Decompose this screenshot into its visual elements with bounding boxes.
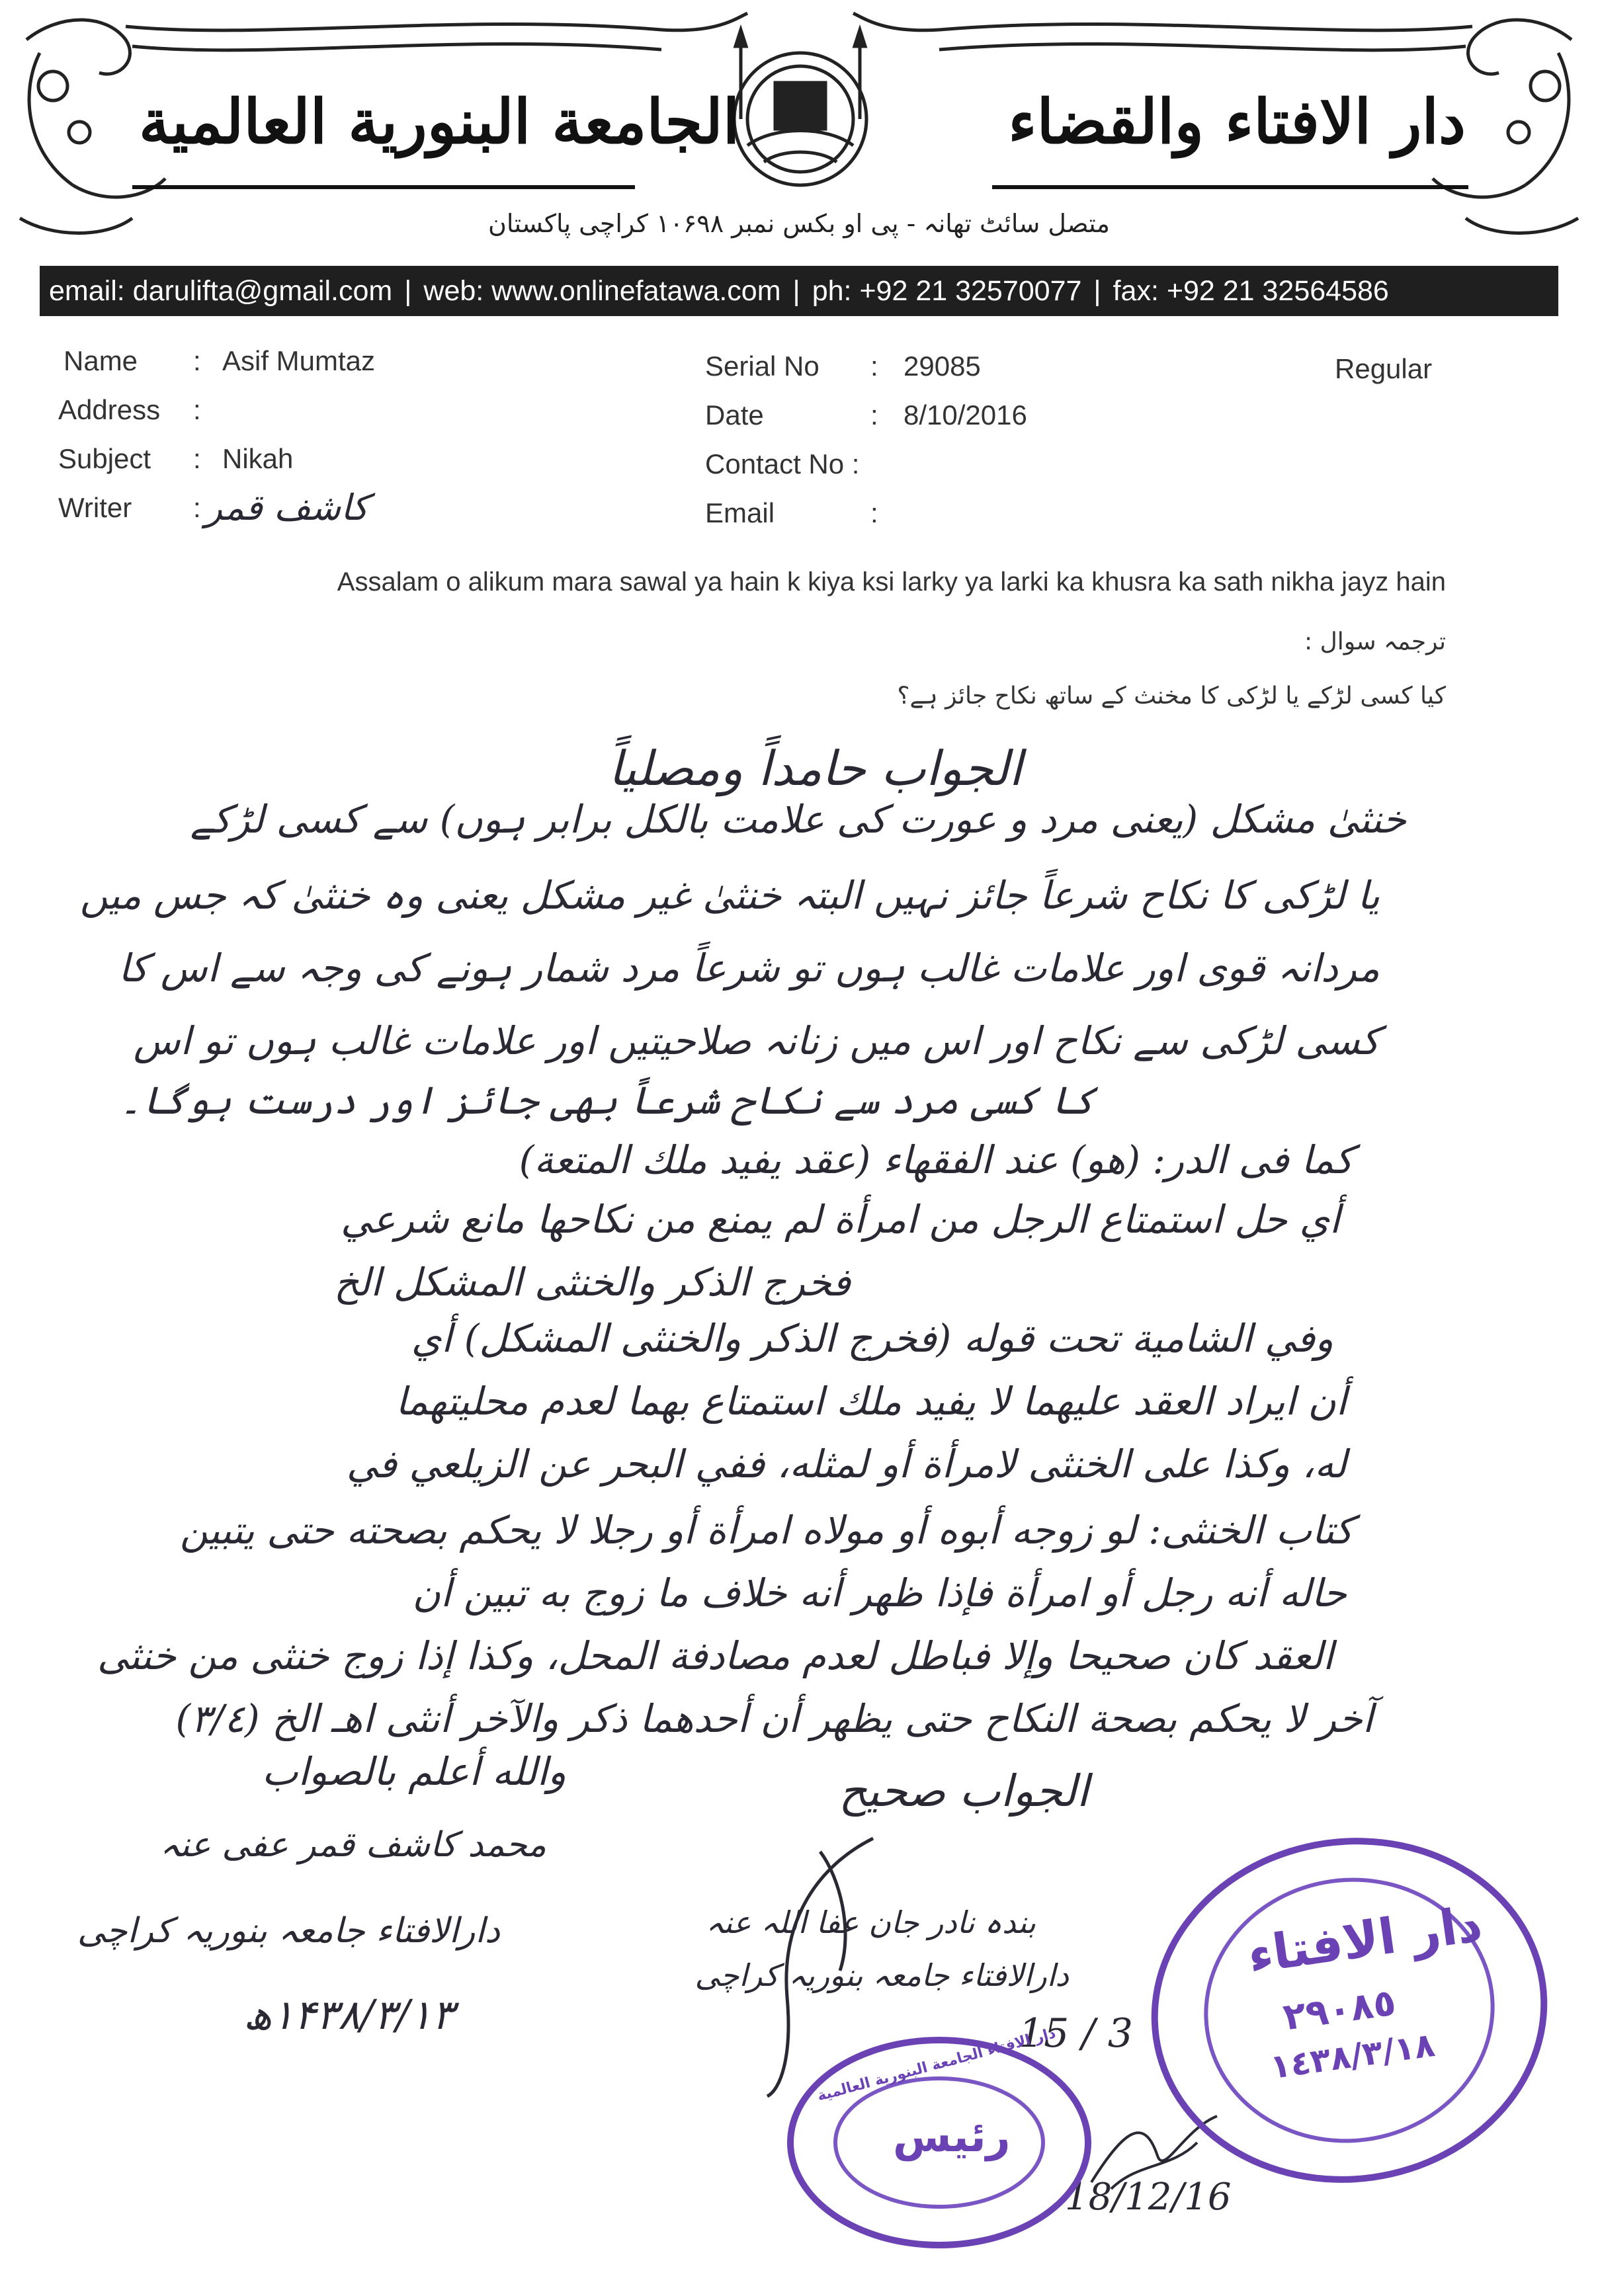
answer-line-5: کا کسی مرد سے نکاح شرعاً بھی جائز اور درست ہوگا۔ [119, 1078, 1095, 1123]
writer-signature: محمد کاشف قمر عفی عنہ [159, 1825, 546, 1865]
contact-email: email: darulifta@gmail.com [49, 275, 393, 307]
answer-line-8: فخرج الذكر والخنثى المشكل الخ [333, 1260, 851, 1305]
name-label: Name [63, 345, 138, 376]
answer-line-11: له، وكذا على الخنثى لامرأة أو لمثله، ففي البحر عن الزيلعي في [346, 1442, 1347, 1487]
question-text: Assalam o alikum mara sawal ya hain k kiya ksi larky ya larki ka khusra ka sath nikha jayz hain [337, 567, 1446, 596]
writer-hijri-date: ۱۴۳۸/۳/۱۳ھ [243, 1990, 454, 2039]
answer-line-12: كتاب الخنثى: لو زوجه أبوه أو مولاه امرأة أو رجلا لا يحكم بصحته حتى يتبين [180, 1508, 1353, 1553]
title-left-underline [132, 185, 635, 189]
answer-heading: الجواب حامداً ومصلیاً [609, 741, 1023, 796]
stamp-raees-ring-text: دار الافتاء الجامعة البنورية العالمية [816, 2025, 1058, 2105]
subject-label: Subject [58, 443, 151, 474]
raees-seal-stamp [787, 2025, 1091, 2248]
stamp-seal-serial: ٢٩٠٨٥ [1281, 1981, 1399, 2039]
verifier-date: 15 / 3 [1019, 2010, 1133, 2057]
address-label: Address [58, 394, 161, 425]
writer-colon: : [193, 492, 201, 523]
answer-line-4: کسی لڑکی سے نکاح اور اس میں زنانہ صلاحیتیں اور علامات غالب ہوں تو اس [133, 1018, 1380, 1063]
date-value: 8/10/2016 [904, 399, 1027, 430]
bottom-gregorian-date: 18/12/16 [1065, 2176, 1232, 2219]
verifier-department: دارالافتاء جامعہ بنوریہ کراچی [694, 1957, 1069, 1993]
stamp-seal-title: دار الافتاء [1244, 1895, 1486, 1985]
verifier-name: بندہ نادر جان عفا اللہ عنہ [706, 1905, 1036, 1940]
answer-line-9: وفي الشامية تحت قوله (فخرج الذكر والخنثى المشكل) أي [411, 1316, 1333, 1361]
answer-line-3: مردانہ قوی اور علامات غالب ہوں تو شرعاً مرد شمار ہونے کی وجہ سے اس کا [118, 946, 1380, 991]
contact-phone: ph: +92 21 32570077 [812, 275, 1082, 307]
answer-line-1: خنثیٰ مشکل (یعنی مرد و عورت کی علامت بالکل برابر ہوں) سے کسی لڑکے [190, 797, 1406, 842]
stamp-raees-label: رئیس [893, 2113, 1011, 2162]
letterhead-address: متصل سائٹ تھانہ - پی او بکس نمبر ۱۰۶۹۸ کراچی پاکستان [488, 209, 1110, 238]
answer-line-15: آخر لا يحكم بصحة النكاح حتى يظهر أن أحدهما ذكر والآخر أنثى اهـ الخ (٣/٤) [175, 1696, 1373, 1741]
answer-line-7: أي حل استمتاع الرجل من امرأة لم يمنع من نكاحها مانع شرعي [340, 1197, 1340, 1242]
email-label: Email [705, 497, 775, 528]
writer-value-handwritten: کاشف قمر [205, 487, 369, 528]
stamp-seal-date: ١٤٣٨/٣/١٨ [1267, 2025, 1437, 2087]
translation-label: ترجمہ سوال : [1304, 628, 1446, 655]
contact-fax: fax: +92 21 32564586 [1113, 275, 1389, 307]
verifier-heading: الجواب صحیح [839, 1766, 1089, 1817]
date-colon: : [870, 399, 878, 430]
writer-department: دارالافتاء جامعہ بنوریہ کراچی [77, 1911, 500, 1951]
contact-bar: email: darulifta@gmail.com | web: www.onlinefatawa.com | ph: +92 21 32570077 | fax: +92 21 32564586 [40, 266, 1558, 316]
translation-text: کیا کسی لڑکے یا لڑکی کا مخنث کے ساتھ نکاح جائز ہے؟ [897, 682, 1446, 710]
answer-line-6: کما فی الدر: (هو) عند الفقهاء (عقد يفيد ملك المتعة) [519, 1137, 1353, 1182]
address-colon: : [193, 394, 201, 425]
title-jamia-binoria: الجامعة البنورية العالمية [139, 86, 740, 157]
date-label: Date [705, 399, 764, 430]
serial-value: 29085 [904, 350, 981, 382]
subject-value: Nikah [222, 443, 294, 474]
writer-label: Writer [58, 492, 132, 523]
contact-web: web: www.onlinefatawa.com [423, 275, 781, 307]
answer-closing: والله أعلم بالصواب [262, 1749, 566, 1794]
answer-line-13: حاله أنه رجل أو امرأة فإذا ظهر أنه خلاف ما زوج به تبين أن [412, 1571, 1347, 1616]
answer-line-14: العقد كان صحيحا وإلا فباطل لعدم مصادفة المحل، وكذا إذا زوج خنثى من خنثى [97, 1633, 1333, 1678]
letterhead [0, 0, 1598, 344]
title-darulifta: دار الافتاء والقضاء [1008, 86, 1466, 157]
email-colon: : [870, 497, 878, 528]
name-value: Asif Mumtaz [222, 345, 376, 376]
contact-label: Contact No : [705, 448, 860, 479]
serial-label: Serial No [705, 350, 820, 382]
subject-colon: : [193, 443, 201, 474]
name-colon: : [193, 345, 201, 376]
answer-line-2: یا لڑکی کا نکاح شرعاً جائز نہیں البتہ خنثیٰ غیر مشکل یعنی وہ خنثیٰ کہ جس میں [79, 873, 1380, 918]
fatwa-type: Regular [1335, 353, 1433, 384]
serial-colon: : [870, 350, 878, 382]
answer-line-10: أن ايراد العقد عليهما لا يفيد ملك استمتاع بهما لعدم محليتهما [396, 1379, 1347, 1424]
title-right-underline [992, 185, 1468, 189]
